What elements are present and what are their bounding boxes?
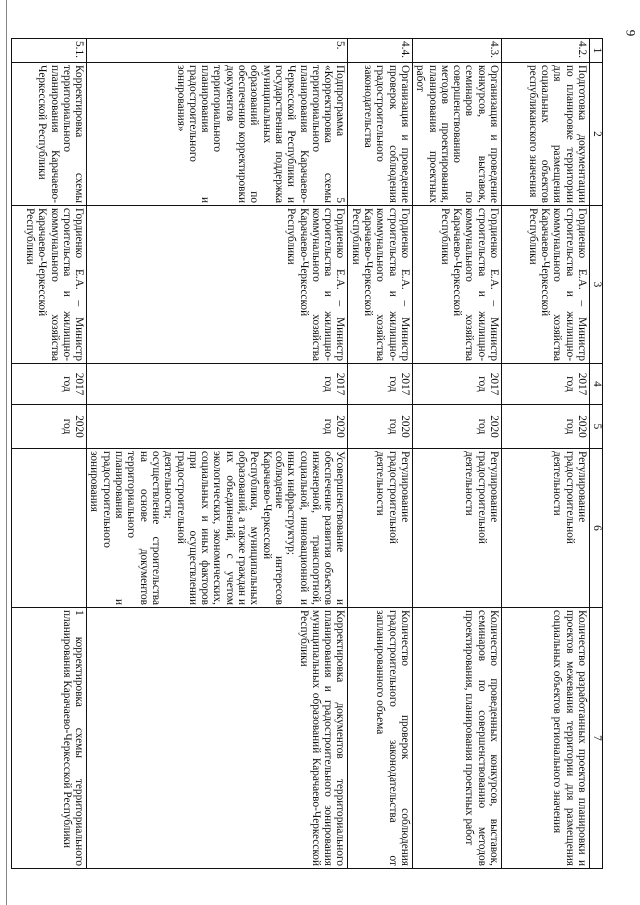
expected-result-line: Усовершенствование и обеспечение развития объектов инженерной, транспортной, социальной, инновационной и иных инфраструктур; [285,451,347,605]
target-indicator: Количество проверок соблюдения градостроительного законодательства от запланированного объема [348,608,412,869]
table-row [12,39,87,869]
event-name: Корректировка схемы территориального планирования Карачаево-Черкесской Республики [12,63,87,206]
responsible-executor: Гордиенко Е.А. – Министр строительства и жилищно-коммунального хозяйства Карачаево-Черкесской Республики [12,206,87,364]
target-indicator: 1 корректировка схемы территориального планирования Карачаево-Черкесской Республики [12,608,87,869]
column-number: 7 [590,608,603,869]
end-year: 2020 год [412,405,501,449]
responsible-executor: Гордиенко Е.А. – Министр строительства и жилищно-коммунального хозяйства Карачаево-Черкесской Республики [87,206,348,364]
row-number: 4.2. [502,39,590,63]
end-year: 2020 год [87,405,348,449]
expected-result: Регулирование градостроительной деятельности [412,449,501,608]
table-frame [24,38,603,868]
column-number-row [590,39,603,869]
target-indicator: Количество проведенных конкурсов, выставок, семинаров по совершенствованию методов проектирования, планирования проектных работ [412,608,501,869]
responsible-executor: Гордиенко Е.А. – Министр строительства и жилищно-коммунального хозяйства Карачаево-Черкесской Республики [348,206,412,364]
table-row [348,39,412,869]
start-year: 2017 год [412,364,501,405]
event-name: Подпрограмма 5 «Корректировка схемы территориального планирования Карачаево-Черкесской Республики и государственная поддержка муниципальных образований по обеспечению корректировки документов территориального планирования и градостроительного зонирования» [87,63,348,206]
rotated-table-area [24,38,603,868]
column-number: 5 [590,405,603,449]
row-number: 4.3. [412,39,501,63]
responsible-executor: Гордиенко Е.А. – Министр строительства и жилищно-коммунального хозяйства Карачаево-Черкесской Республики [502,206,590,364]
column-number: 3 [590,206,603,364]
row-number: 4.4. [348,39,412,63]
start-year: 2017 год [12,364,87,405]
end-year: 2020 год [348,405,412,449]
expected-result-line: соблюдение интересов Карачаево-Черкесской Республики, муниципальных образований, а также граждан и их объединений, с учетом экологических, экономических, социальных и иных факторов при осуществлении градостроительной деятельности; [162,451,285,605]
column-number: 1 [590,39,603,63]
expected-result: Регулирование градостроительной деятельности [502,449,590,608]
responsible-executor: Гордиенко Е.А. – Министр строительства и жилищно-коммунального хозяйства Карачаево-Черкесской Республики [412,206,501,364]
table-row [87,39,348,869]
row-number: 5.1. [12,39,87,63]
program-table [11,38,603,869]
column-number: 6 [590,449,603,608]
table-row [502,39,590,869]
start-year: 2017 год [87,364,348,405]
page-number: 9 [623,29,639,37]
start-year: 2017 год [348,364,412,405]
target-indicator: Количество разработанных проектов планировки и проектов межевания территории для размещения социальных объектов регионального значения [502,608,590,869]
start-year: 2017 год [502,364,590,405]
end-year: 2020 год [12,405,87,449]
scan-edge-line [6,0,7,905]
target-indicator: Корректировка документов территориального планирования и градостроительного зонирования муниципальных образований Карачаево-Черкесской Республики [87,608,348,869]
expected-result-line: осуществление строительства на основе документов территориального планирования и градостроительного зонирования [88,451,162,605]
expected-result [87,449,348,608]
expected-result: Регулирование градостроительной деятельности [348,449,412,608]
expected-result [12,449,87,608]
row-number: 5. [87,39,348,63]
event-name: Подготовка документации по планировке территории для размещения социальных объектов республиканского значения [502,63,590,206]
end-year: 2020 год [502,405,590,449]
table-row [412,39,501,869]
column-number: 4 [590,364,603,405]
column-number: 2 [590,63,603,206]
event-name: Организация и проведение конкурсов, выставок, семинаров по совершенствованию методов проектирования, планирования проектных работ [412,63,501,206]
event-name: Организация и проведение проверок соблюдения градостроительного законодательства [348,63,412,206]
